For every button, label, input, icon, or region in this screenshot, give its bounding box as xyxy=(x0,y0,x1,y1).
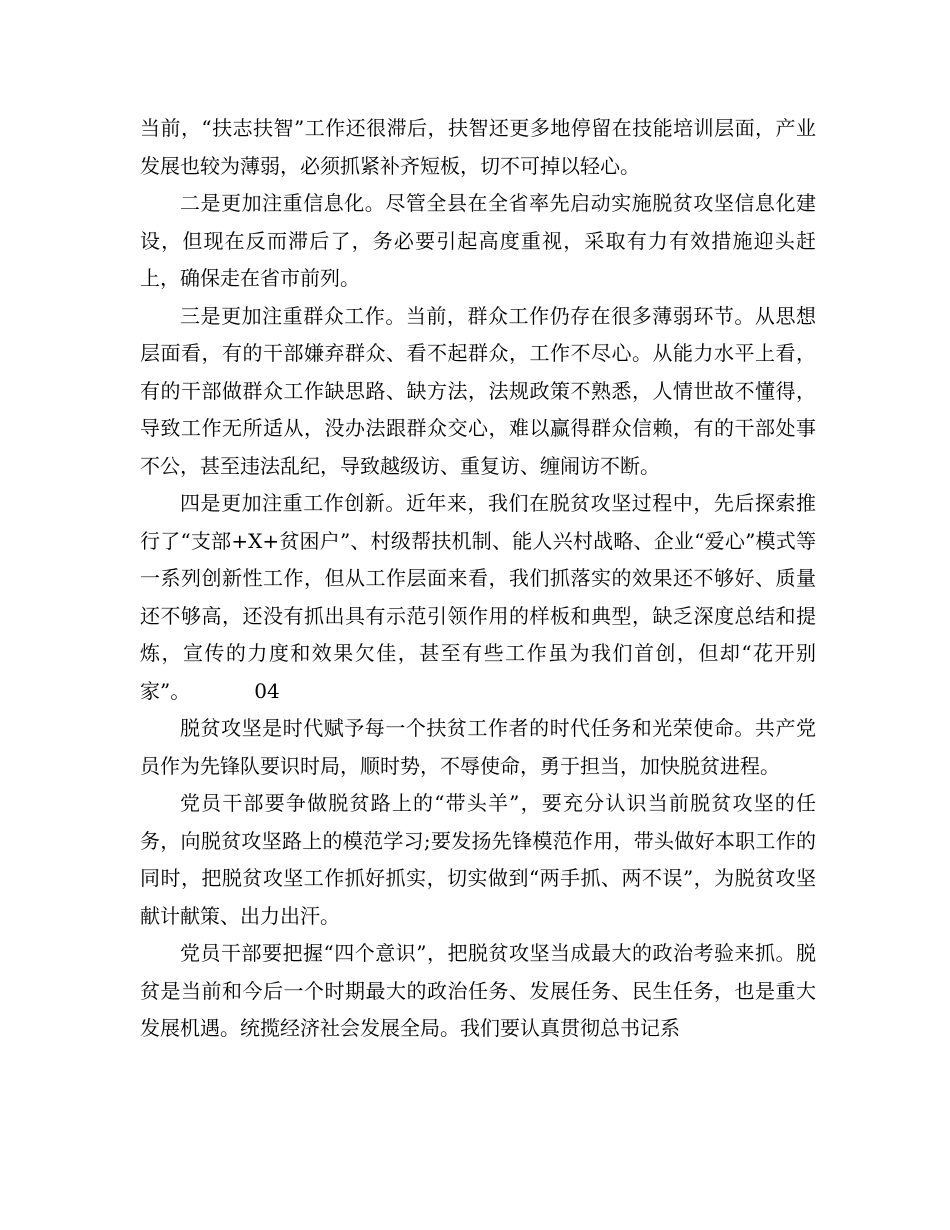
paragraph-5-text: 脱贫攻坚是时代赋予每一个扶贫工作者的时代任务和光荣使命。共产党员作为先锋队要识时局，顺时势，不辱使命，勇于担当，加快脱贫进程。 xyxy=(140,716,816,778)
paragraph-2-text: 二是更加注重信息化。尽管全县在全省率先启动实施脱贫攻坚信息化建设，但现在反而滞后了，务必要引起高度重视，采取有力有效措施迎头赶上，确保走在省市前列。 xyxy=(140,191,816,290)
paragraph-6 xyxy=(140,785,816,935)
paragraph-4 xyxy=(140,485,816,710)
paragraph-7-text: 党员干部要把握“四个意识”，把脱贫攻坚当成最大的政治考验来抓。脱贫是当前和今后一个时期最大的政治任务、发展任务、民生任务，也是重大发展机遇。统揽经济社会发展全局。我们要认真贯彻总书记系 xyxy=(140,941,816,1040)
paragraph-6-text: 党员干部要争做脱贫路上的“带头羊”，要充分认识当前脱贫攻坚的任务，向脱贫攻坚路上的模范学习;要发扬先锋模范作用，带头做好本职工作的同时，把脱贫攻坚工作抓好抓实，切实做到“两手抓、两不误”，为脱贫攻坚献计献策、出力出汗。 xyxy=(140,791,816,928)
paragraph-5 xyxy=(140,710,816,785)
paragraph-7 xyxy=(140,935,816,1048)
paragraph-4-text: 四是更加注重工作创新。近年来，我们在脱贫攻坚过程中，先后探索推行了“支部+X+贫困户”、村级帮扶机制、能人兴村战略、企业“爱心”模式等一系列创新性工作，但从工作层面来看，我们抓落实的效果还不够好、质量还不够高，还没有抓出具有示范引领作用的样板和典型，缺乏深度总结和提炼，宣传的力度和效果欠佳，甚至有些工作虽为我们首创，但却“花开别家”。 xyxy=(140,491,816,703)
paragraph-1-text: 当前，“扶志扶智”工作还很滞后，扶智还更多地停留在技能培训层面，产业发展也较为薄弱，必须抓紧补齐短板，切不可掉以轻心。 xyxy=(140,116,816,178)
paragraph-1 xyxy=(140,110,816,185)
document-body xyxy=(140,110,816,1048)
paragraph-2 xyxy=(140,185,816,298)
paragraph-3-text: 三是更加注重群众工作。当前，群众工作仍存在很多薄弱环节。从思想层面看，有的干部嫌弃群众、看不起群众，工作不尽心。从能力水平上看，有的干部做群众工作缺思路、缺方法，法规政策不熟悉，人情世故不懂得，导致工作无所适从，没办法跟群众交心，难以赢得群众信赖，有的干部处事不公，甚至违法乱纪，导致越级访、重复访、缠闹访不断。 xyxy=(140,303,816,478)
paragraph-3 xyxy=(140,298,816,486)
section-number: 04 xyxy=(254,678,280,703)
